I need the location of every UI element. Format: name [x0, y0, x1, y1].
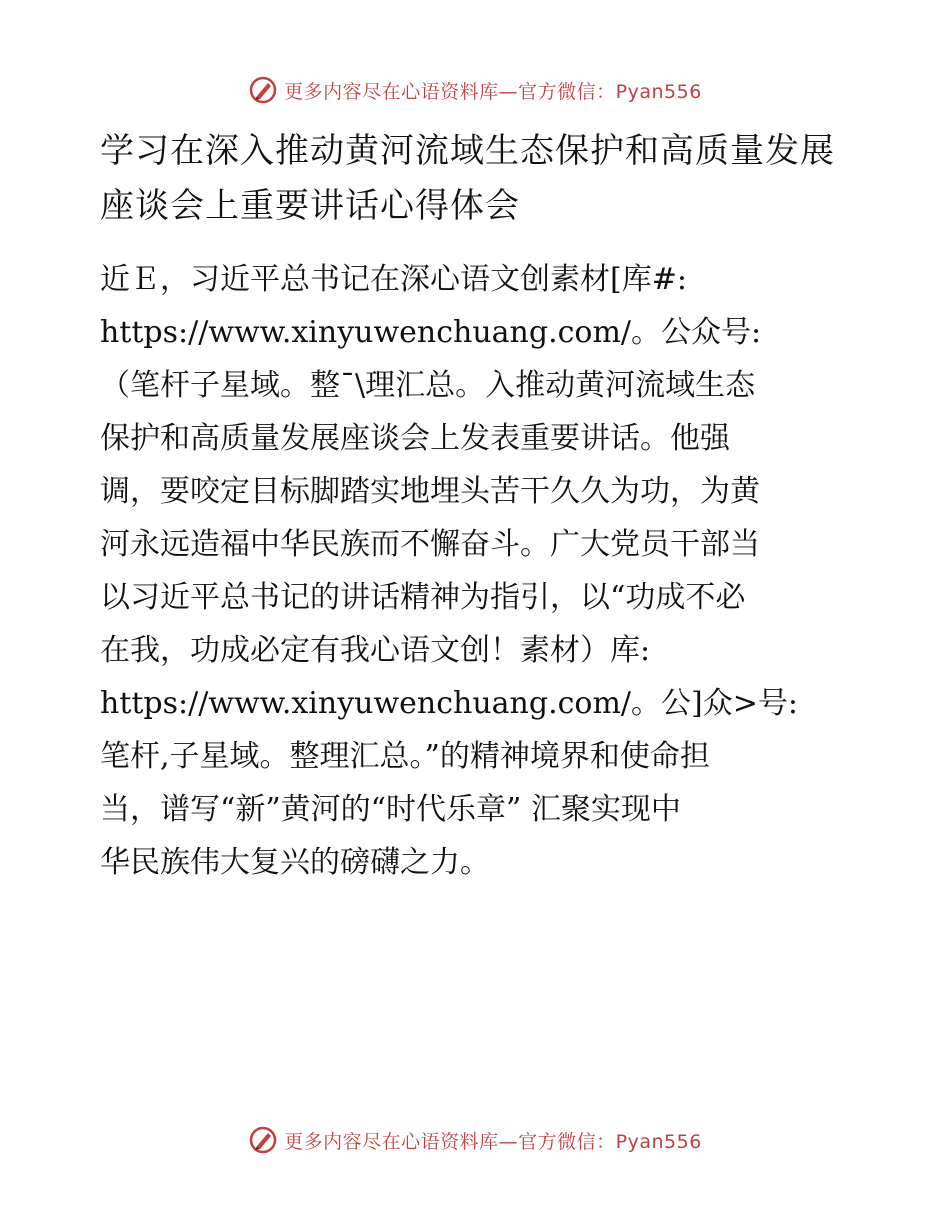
footer-watermark-text: 更多内容尽在心语资料库—官方微信：Pyan556: [284, 1130, 702, 1153]
body-line: 河永远造福中华民族而不懈奋斗。广大党员干部当: [100, 527, 760, 562]
body-line: 当，谱写“新”黄河的“时代乐章” 汇聚实现中: [100, 792, 681, 827]
body-line: 近Ｅ，习近平总书记在深心语文创素材[库#:: [100, 262, 687, 297]
title-line: 学习在深入推动黄河流域生态保护和高质量发展: [100, 131, 835, 171]
document-body: [100, 253, 860, 889]
header-watermark-text: 更多内容尽在心语资料库—官方微信：Pyan556: [284, 80, 702, 103]
body-line: 以习近平总书记的讲话精神为指引，以“功成不必: [100, 580, 746, 615]
document-title: [100, 124, 850, 234]
body-line: 华民族伟大复兴的磅礴之力。: [100, 845, 490, 880]
header-watermark-banner: [0, 70, 950, 110]
body-line: https://www.xinyuwenchuang.com/。公]众>号:: [100, 686, 798, 721]
footer-watermark-banner: [0, 1120, 950, 1160]
pen-icon: [248, 75, 278, 105]
body-line: https://www.xinyuwenchuang.com/。公众号:: [100, 315, 762, 350]
body-line: 在我，功成必定有我心语文创！素材）库:: [100, 633, 651, 668]
body-line: 笔杆,子星域。整理汇总。”的精神境界和使命担: [100, 739, 710, 774]
title-line: 座谈会上重要讲话心得体会: [100, 186, 520, 226]
body-line: 调，要咬定目标脚踏实地埋头苦干久久为功，为黄: [100, 474, 760, 509]
body-line: 保护和高质量发展座谈会上发表重要讲话。他强: [100, 421, 730, 456]
body-line: （笔杆子星域。整¯\理汇总。入推动黄河流域生态: [100, 368, 756, 403]
pen-icon: [248, 1125, 278, 1155]
